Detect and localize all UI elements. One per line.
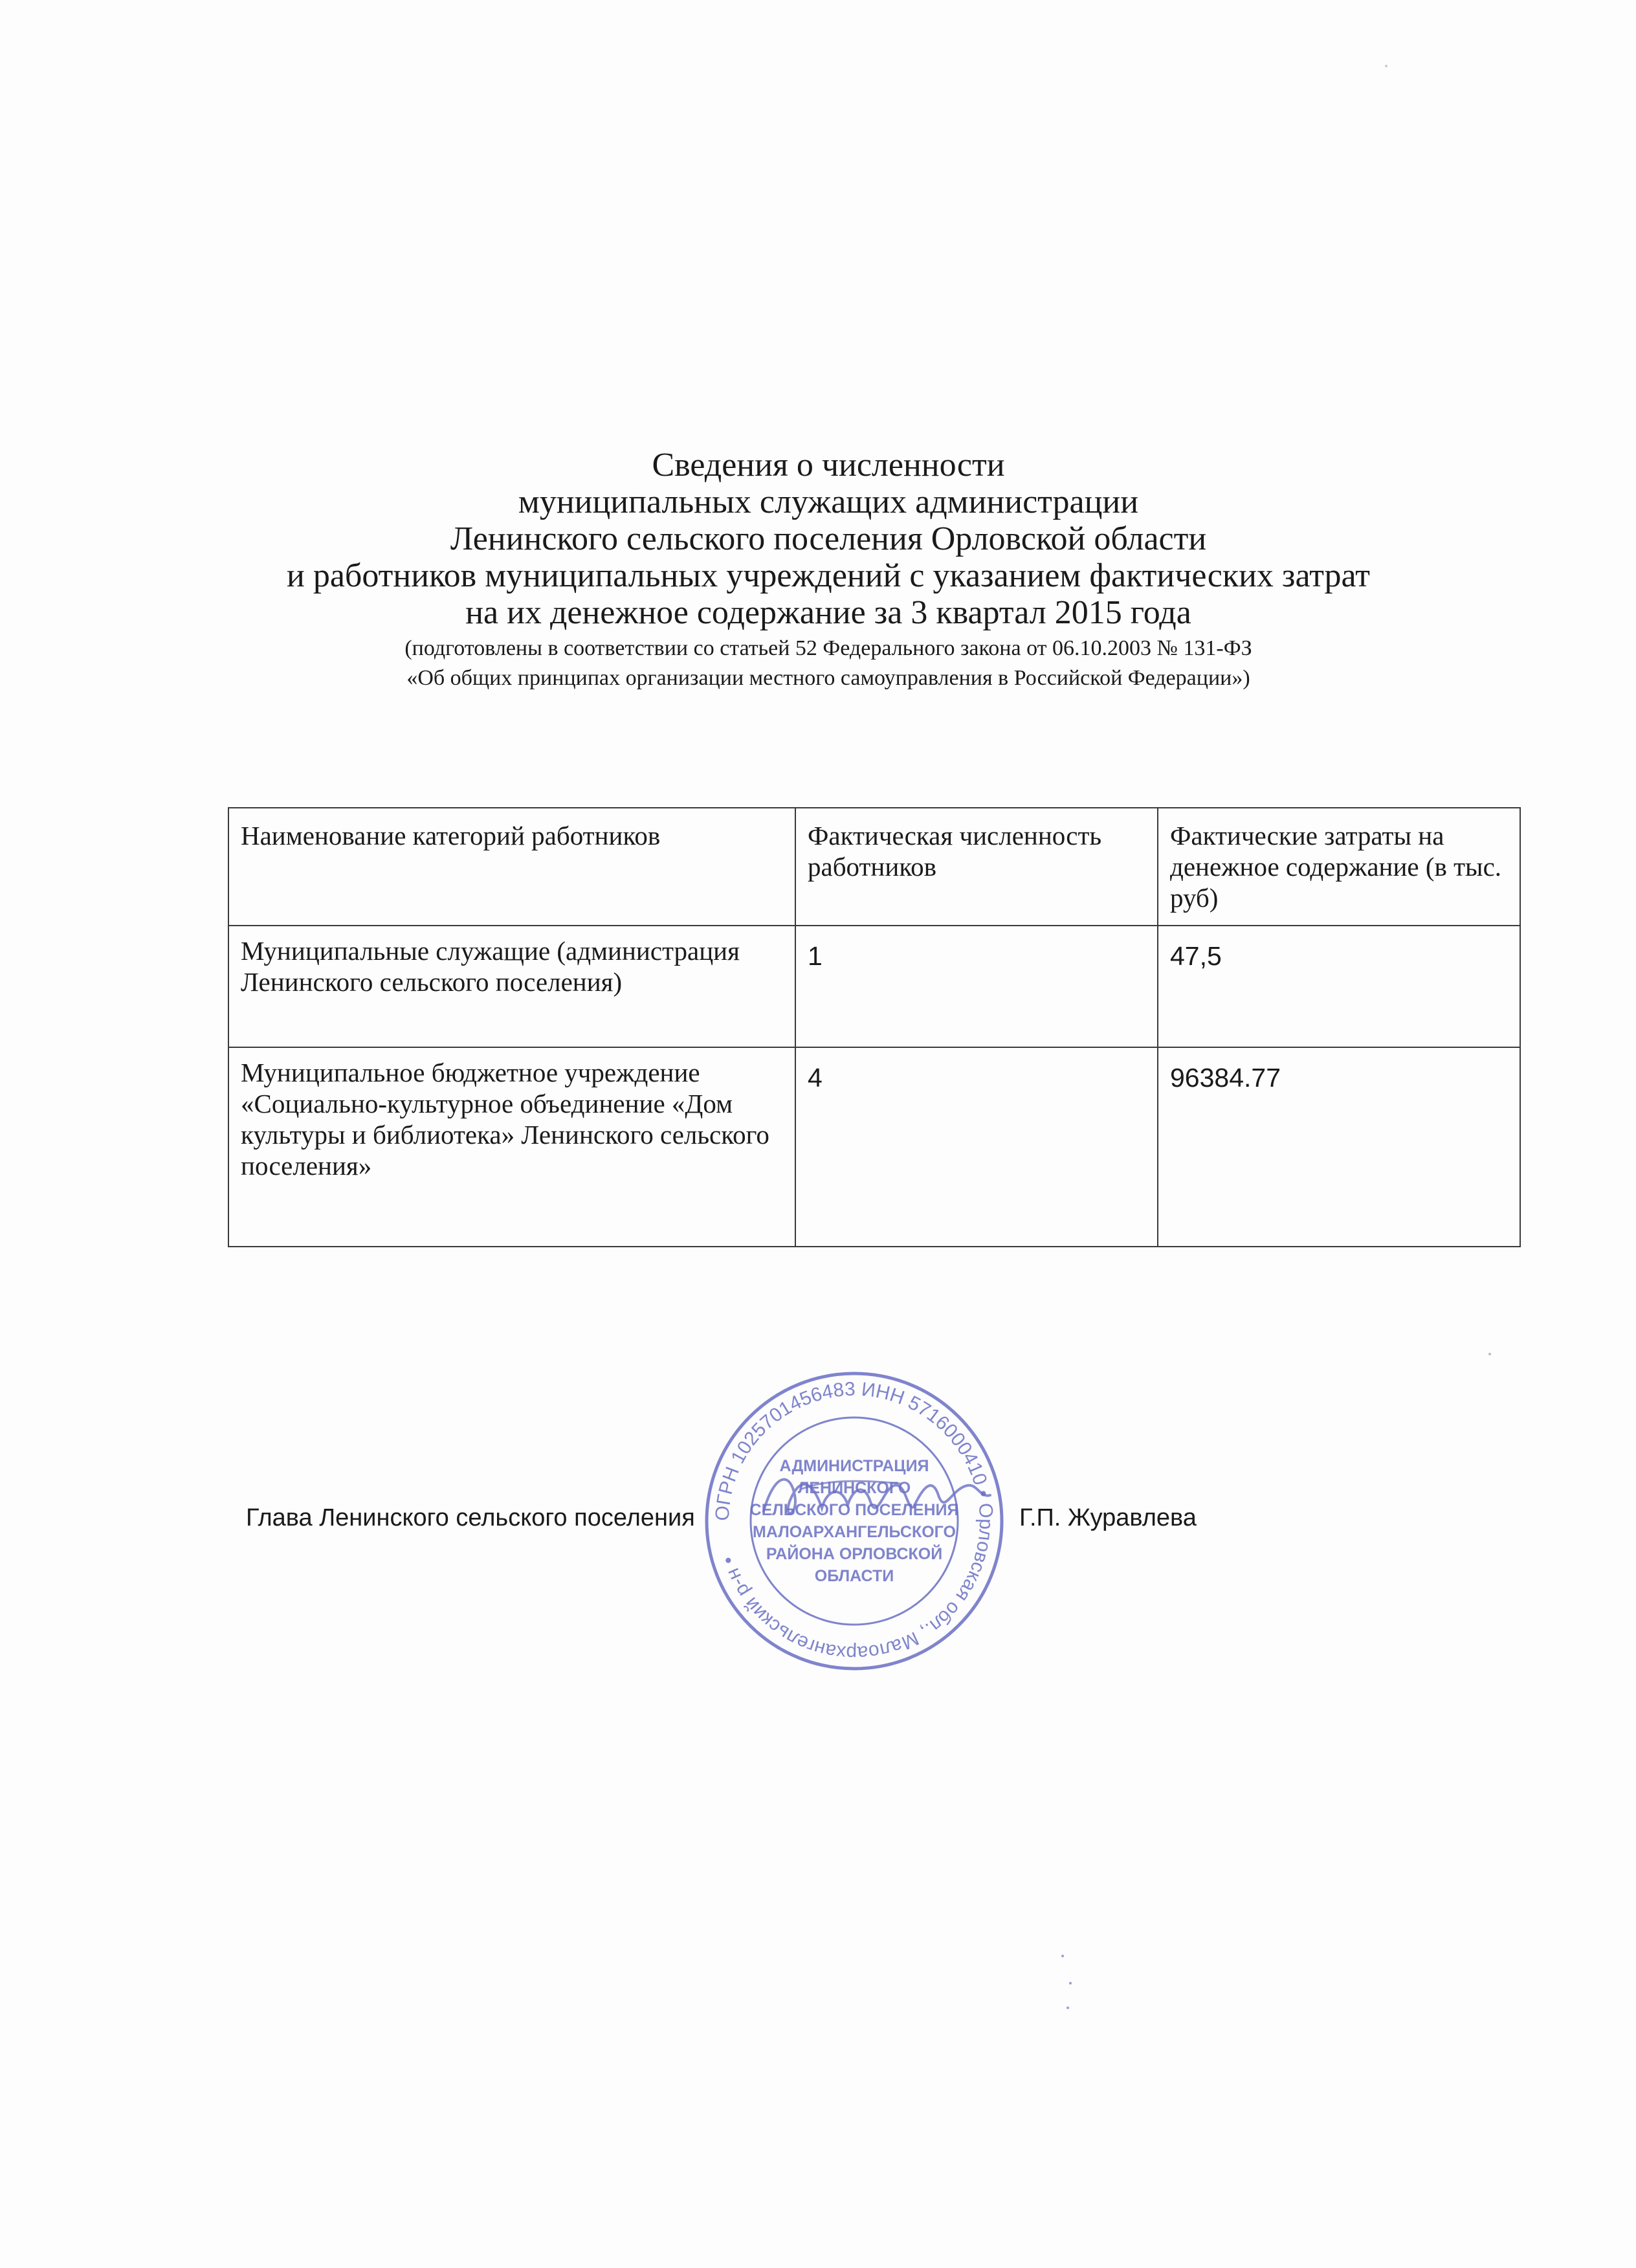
heading-line: Ленинского сельского поселения Орловской области (450, 520, 1207, 557)
heading-note: (подготовлены в соответствии со статьей 52 Федерального закона от 06.10.2003 № 131-ФЗ (404, 636, 1252, 660)
table-header-row (228, 808, 1520, 926)
signatory-name: Г.П. Журавлева (1019, 1504, 1197, 1531)
heading-line: муниципальных служащих администрации (518, 484, 1139, 520)
heading-line: и работников муниципальных учреждений с указанием фактических затрат (286, 557, 1371, 594)
cell-count: 1 (795, 926, 1158, 1047)
cell-category: Муниципальное бюджетное учреждение «Социально-культурное объединение «Дом культуры и библиотека» Ленинского сельского поселения» (228, 1047, 795, 1247)
staff-table (228, 807, 1521, 1247)
header-cost: Фактические затраты на денежное содержание (в тыс. руб) (1158, 808, 1520, 926)
signatory-position: Глава Ленинского сельского поселения (246, 1504, 695, 1531)
heading-line: на их денежное содержание за 3 квартал 2015 года (465, 594, 1191, 631)
table-row (228, 926, 1520, 1047)
cell-count: 4 (795, 1047, 1158, 1247)
stamp-ring-text: ОГРН 1025701456483 ИНН 5716000410 • Орловская обл., Малоархангельский р-н • (711, 1378, 997, 1664)
header-count: Фактическая численность работников (795, 808, 1158, 926)
cell-cost: 96384.77 (1158, 1047, 1520, 1247)
stamp-inner-line: АДМИНИСТРАЦИЯ (779, 1457, 929, 1475)
stamp-inner-line: РАЙОНА ОРЛОВСКОЙ (766, 1545, 943, 1563)
document-heading (194, 447, 1463, 693)
stamp-inner-line: МАЛОАРХАНГЕЛЬСКОГО (753, 1523, 956, 1541)
handwritten-signature (744, 1450, 1003, 1540)
cell-cost: 47,5 (1158, 926, 1520, 1047)
heading-note: «Об общих принципах организации местного самоуправления в Российской Федерации») (406, 666, 1250, 690)
heading-line: Сведения о численности (652, 447, 1005, 484)
stamp-inner-line: ЛЕНИНСКОГО (797, 1479, 911, 1497)
stamp-inner-line: СЕЛЬСКОГО ПОСЕЛЕНИЯ (749, 1501, 959, 1519)
cell-category: Муниципальные служащие (администрация Ленинского сельского поселения) (228, 926, 795, 1047)
header-category: Наименование категорий работников (228, 808, 795, 926)
table-row (228, 1047, 1520, 1247)
stamp-inner-line: ОБЛАСТИ (814, 1567, 894, 1585)
